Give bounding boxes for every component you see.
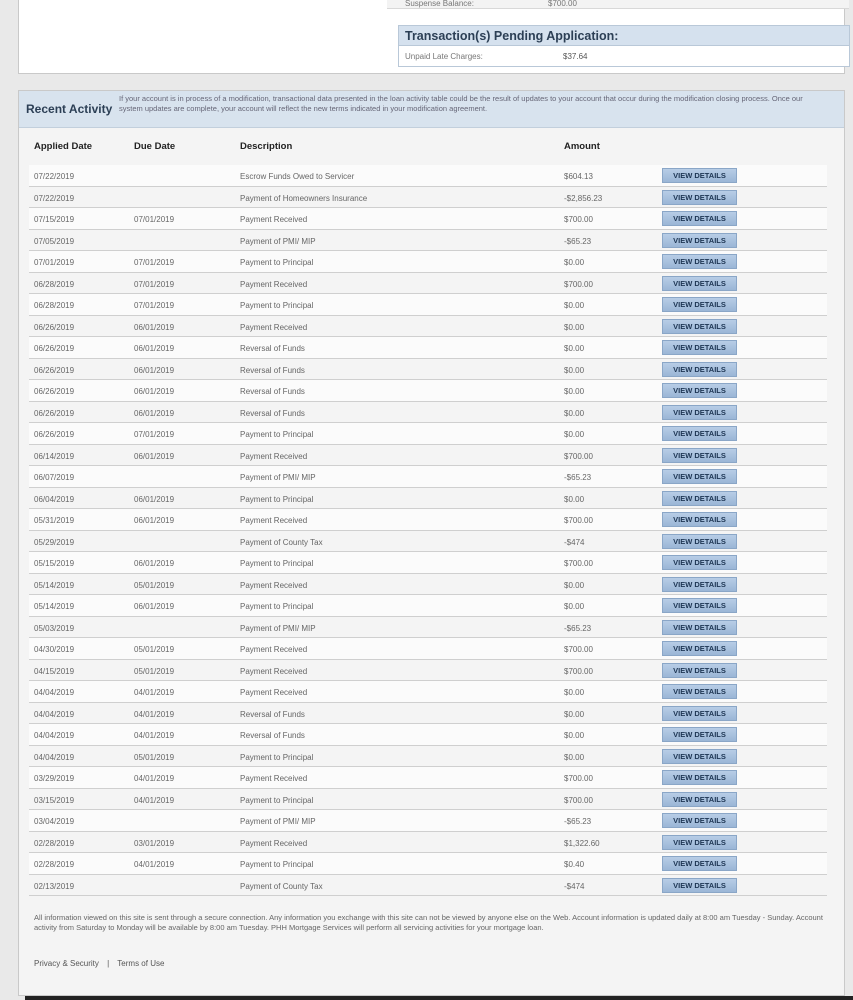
description-cell: Reversal of Funds — [240, 365, 305, 375]
due-date-cell: 06/01/2019 — [134, 365, 175, 375]
description-cell: Payment to Principal — [240, 559, 314, 568]
table-row — [29, 531, 827, 553]
view-details-button[interactable]: VIEW DETAILS — [662, 792, 737, 807]
applied-date-cell: 07/22/2019 — [34, 172, 75, 181]
table-row — [29, 810, 827, 832]
table-row — [29, 423, 827, 445]
view-details-button[interactable]: VIEW DETAILS — [662, 469, 737, 484]
table-row — [29, 724, 827, 746]
table-row — [29, 230, 827, 252]
view-details-button[interactable]: VIEW DETAILS — [662, 190, 737, 205]
applied-date-cell: 04/04/2019 — [34, 709, 75, 719]
description-cell: Reversal of Funds — [240, 709, 305, 719]
amount-cell: $700.00 — [564, 451, 593, 461]
due-date-cell: 07/01/2019 — [134, 279, 175, 289]
footer-links — [34, 959, 164, 968]
pending-transactions-title: Transaction(s) Pending Application: — [399, 26, 849, 46]
suspense-balance-value: $700.00 — [548, 0, 577, 8]
due-date-cell: 07/01/2019 — [134, 430, 175, 439]
description-cell: Payment Received — [240, 838, 308, 848]
amount-cell: $604.13 — [564, 172, 593, 181]
view-details-button[interactable]: VIEW DETAILS — [662, 491, 737, 506]
view-details-button[interactable]: VIEW DETAILS — [662, 233, 737, 248]
view-details-button[interactable]: VIEW DETAILS — [662, 405, 737, 420]
activity-table — [29, 165, 827, 896]
view-details-button[interactable]: VIEW DETAILS — [662, 598, 737, 613]
view-details-button[interactable]: VIEW DETAILS — [662, 813, 737, 828]
view-details-button[interactable]: VIEW DETAILS — [662, 319, 737, 334]
description-cell: Payment to Principal — [240, 752, 314, 762]
applied-date-cell: 02/13/2019 — [34, 881, 75, 891]
applied-date-cell: 05/14/2019 — [34, 602, 75, 611]
amount-cell: $700.00 — [564, 516, 593, 525]
table-row — [29, 208, 827, 230]
applied-date-cell: 06/28/2019 — [34, 279, 75, 289]
amount-cell: $700.00 — [564, 774, 593, 783]
amount-cell: $0.00 — [564, 688, 585, 697]
amount-cell: $0.00 — [564, 365, 585, 375]
description-cell: Payment to Principal — [240, 494, 314, 504]
applied-date-cell: 04/15/2019 — [34, 666, 75, 676]
recent-activity-title: Recent Activity — [26, 102, 113, 116]
view-details-button[interactable]: VIEW DETAILS — [662, 254, 737, 269]
view-details-button[interactable]: VIEW DETAILS — [662, 684, 737, 699]
description-cell: Payment of PMI/ MIP — [240, 623, 316, 633]
due-date-cell: 05/01/2019 — [134, 645, 175, 654]
view-details-button[interactable]: VIEW DETAILS — [662, 577, 737, 592]
amount-cell: $0.40 — [564, 860, 585, 869]
due-date-cell: 07/01/2019 — [134, 258, 175, 267]
table-row — [29, 746, 827, 768]
due-date-cell: 06/01/2019 — [134, 494, 175, 504]
applied-date-cell: 06/26/2019 — [34, 344, 75, 353]
description-cell: Escrow Funds Owed to Servicer — [240, 172, 355, 181]
due-date-cell: 06/01/2019 — [134, 387, 175, 396]
applied-date-cell: 06/26/2019 — [34, 408, 75, 418]
column-header-applied-date: Applied Date — [34, 141, 93, 152]
amount-cell: $700.00 — [564, 795, 593, 805]
description-cell: Payment of PMI/ MIP — [240, 817, 316, 826]
applied-date-cell: 07/15/2019 — [34, 215, 75, 224]
view-details-button[interactable]: VIEW DETAILS — [662, 663, 737, 678]
due-date-cell: 05/01/2019 — [134, 752, 175, 762]
table-row — [29, 187, 827, 209]
amount-cell: -$474 — [564, 537, 585, 547]
table-row — [29, 574, 827, 596]
table-row — [29, 832, 827, 854]
view-details-button[interactable]: VIEW DETAILS — [662, 856, 737, 871]
description-cell: Payment to Principal — [240, 602, 314, 611]
applied-date-cell: 05/03/2019 — [34, 623, 75, 633]
amount-cell: -$65.23 — [564, 817, 592, 826]
applied-date-cell: 06/26/2019 — [34, 387, 75, 396]
description-cell: Payment Received — [240, 688, 308, 697]
recent-activity-card — [18, 90, 845, 996]
view-details-button[interactable]: VIEW DETAILS — [662, 555, 737, 570]
applied-date-cell: 03/29/2019 — [34, 774, 75, 783]
table-row — [29, 595, 827, 617]
applied-date-cell: 02/28/2019 — [34, 838, 75, 848]
applied-date-cell: 06/28/2019 — [34, 301, 75, 310]
window-bottom-edge — [25, 996, 853, 1000]
view-details-button[interactable]: VIEW DETAILS — [662, 383, 737, 398]
pending-transactions-box — [398, 25, 850, 67]
due-date-cell: 04/01/2019 — [134, 860, 175, 869]
view-details-button[interactable]: VIEW DETAILS — [662, 878, 737, 893]
table-row — [29, 273, 827, 295]
description-cell: Reversal of Funds — [240, 344, 305, 353]
applied-date-cell: 07/05/2019 — [34, 236, 75, 246]
view-details-button[interactable]: VIEW DETAILS — [662, 620, 737, 635]
table-row — [29, 402, 827, 424]
amount-cell: $700.00 — [564, 279, 593, 289]
description-cell: Payment of County Tax — [240, 881, 323, 891]
unpaid-late-charges-row — [399, 46, 849, 66]
amount-cell: $1,322.60 — [564, 838, 600, 848]
applied-date-cell: 07/22/2019 — [34, 193, 75, 203]
privacy-security-link[interactable]: Privacy & Security — [34, 959, 99, 968]
amount-cell: -$65.23 — [564, 623, 592, 633]
modification-notice: If your account is in process of a modification, transactional data presented in the loan activity table could be the result of updates to your account that occur during the modification closing process. Once our system updates are complete, your account will reflect the new terms indicated in your modification agreement. — [119, 94, 803, 113]
amount-cell: -$2,856.23 — [564, 193, 603, 203]
table-row — [29, 767, 827, 789]
due-date-cell: 04/01/2019 — [134, 795, 175, 805]
applied-date-cell: 05/31/2019 — [34, 516, 75, 525]
amount-cell: $0.00 — [564, 322, 585, 332]
applied-date-cell: 06/26/2019 — [34, 365, 75, 375]
table-row — [29, 617, 827, 639]
description-cell: Reversal of Funds — [240, 731, 305, 740]
table-row — [29, 875, 827, 897]
recent-activity-header — [19, 91, 844, 128]
unpaid-late-charges-value: $37.64 — [563, 52, 588, 61]
applied-date-cell: 04/04/2019 — [34, 688, 75, 697]
due-date-cell: 07/01/2019 — [134, 301, 175, 310]
table-row — [29, 359, 827, 381]
view-details-button[interactable]: VIEW DETAILS — [662, 706, 737, 721]
amount-cell: -$65.23 — [564, 473, 592, 482]
applied-date-cell: 04/04/2019 — [34, 752, 75, 762]
amount-cell: $0.00 — [564, 408, 585, 418]
view-details-button[interactable]: VIEW DETAILS — [662, 297, 737, 312]
table-row — [29, 294, 827, 316]
applied-date-cell: 03/04/2019 — [34, 817, 75, 826]
view-details-button[interactable]: VIEW DETAILS — [662, 749, 737, 764]
applied-date-cell: 06/26/2019 — [34, 430, 75, 439]
due-date-cell: 06/01/2019 — [134, 559, 175, 568]
description-cell: Payment Received — [240, 215, 308, 224]
security-disclaimer: All information viewed on this site is sent through a secure connection. Any information you exchange with this site can not be viewed by anyone else on the Web. Account information is updated daily at 8:00 am Tuesday - Sunday. Account activity from Saturday to Monday will be available by 8:00 am Tuesday. PHH Mortgage Services will perform all servicing activities for your mortgage loan. — [34, 913, 823, 932]
view-details-button[interactable]: VIEW DETAILS — [662, 362, 737, 377]
applied-date-cell: 06/04/2019 — [34, 494, 75, 504]
applied-date-cell: 05/15/2019 — [34, 559, 75, 568]
view-details-button[interactable]: VIEW DETAILS — [662, 211, 737, 226]
view-details-button[interactable]: VIEW DETAILS — [662, 727, 737, 742]
applied-date-cell: 04/04/2019 — [34, 731, 75, 740]
account-summary-card — [18, 0, 845, 74]
due-date-cell: 04/01/2019 — [134, 731, 175, 740]
table-row — [29, 509, 827, 531]
view-details-button[interactable]: VIEW DETAILS — [662, 534, 737, 549]
amount-cell: $0.00 — [564, 344, 585, 353]
view-details-button[interactable]: VIEW DETAILS — [662, 168, 737, 183]
applied-date-cell: 04/30/2019 — [34, 645, 75, 654]
amount-cell: $700.00 — [564, 645, 593, 654]
description-cell: Payment of Homeowners Insurance — [240, 193, 368, 203]
view-details-button[interactable]: VIEW DETAILS — [662, 448, 737, 463]
amount-cell: $0.00 — [564, 709, 585, 719]
description-cell: Payment to Principal — [240, 795, 314, 805]
applied-date-cell: 06/14/2019 — [34, 451, 75, 461]
due-date-cell: 06/01/2019 — [134, 451, 175, 461]
column-header-description: Description — [240, 141, 293, 152]
description-cell: Payment Received — [240, 279, 308, 289]
table-row — [29, 853, 827, 875]
due-date-cell: 06/01/2019 — [134, 602, 175, 611]
due-date-cell: 04/01/2019 — [134, 688, 175, 697]
description-cell: Payment to Principal — [240, 301, 314, 310]
amount-cell: -$474 — [564, 881, 585, 891]
due-date-cell: 06/01/2019 — [134, 344, 175, 353]
table-row — [29, 445, 827, 467]
due-date-cell: 05/01/2019 — [134, 666, 175, 676]
view-details-button[interactable]: VIEW DETAILS — [662, 835, 737, 850]
description-cell: Payment of PMI/ MIP — [240, 473, 316, 482]
description-cell: Payment Received — [240, 322, 308, 332]
description-cell: Payment to Principal — [240, 258, 314, 267]
amount-cell: $0.00 — [564, 580, 585, 590]
due-date-cell: 04/01/2019 — [134, 709, 175, 719]
applied-date-cell: 02/28/2019 — [34, 860, 75, 869]
view-details-button[interactable]: VIEW DETAILS — [662, 426, 737, 441]
due-date-cell: 03/01/2019 — [134, 838, 175, 848]
due-date-cell: 07/01/2019 — [134, 215, 175, 224]
amount-cell: $0.00 — [564, 731, 585, 740]
table-row — [29, 165, 827, 187]
table-row — [29, 380, 827, 402]
applied-date-cell: 03/15/2019 — [34, 795, 75, 805]
due-date-cell: 05/01/2019 — [134, 580, 175, 590]
table-row — [29, 552, 827, 574]
description-cell: Reversal of Funds — [240, 387, 305, 396]
table-row — [29, 251, 827, 273]
column-header-amount: Amount — [564, 141, 600, 152]
description-cell: Payment Received — [240, 580, 308, 590]
suspense-balance-row — [387, 0, 849, 9]
view-details-button[interactable]: VIEW DETAILS — [662, 770, 737, 785]
footer-separator: | — [107, 959, 110, 968]
view-details-button[interactable]: VIEW DETAILS — [662, 512, 737, 527]
amount-cell: $0.00 — [564, 602, 585, 611]
due-date-cell: 06/01/2019 — [134, 516, 175, 525]
column-header-due-date: Due Date — [134, 141, 176, 152]
description-cell: Payment of PMI/ MIP — [240, 236, 316, 246]
due-date-cell: 04/01/2019 — [134, 774, 175, 783]
amount-cell: $0.00 — [564, 752, 585, 762]
description-cell: Payment of County Tax — [240, 537, 323, 547]
description-cell: Payment Received — [240, 451, 308, 461]
description-cell: Payment Received — [240, 774, 308, 783]
table-row — [29, 703, 827, 725]
description-cell: Reversal of Funds — [240, 408, 305, 418]
description-cell: Payment to Principal — [240, 430, 314, 439]
amount-cell: $700.00 — [564, 215, 593, 224]
applied-date-cell: 06/26/2019 — [34, 322, 75, 332]
table-row — [29, 789, 827, 811]
table-row — [29, 337, 827, 359]
table-row — [29, 488, 827, 510]
table-row — [29, 466, 827, 488]
table-row — [29, 660, 827, 682]
description-cell: Payment Received — [240, 666, 308, 676]
view-details-button[interactable]: VIEW DETAILS — [662, 276, 737, 291]
amount-cell: $0.00 — [564, 387, 585, 396]
amount-cell: $700.00 — [564, 666, 593, 676]
applied-date-cell: 07/01/2019 — [34, 258, 75, 267]
amount-cell: $0.00 — [564, 430, 585, 439]
amount-cell: $700.00 — [564, 559, 593, 568]
due-date-cell: 06/01/2019 — [134, 408, 175, 418]
unpaid-late-charges-label: Unpaid Late Charges: — [405, 52, 483, 61]
amount-cell: $0.00 — [564, 258, 585, 267]
applied-date-cell: 05/14/2019 — [34, 580, 75, 590]
view-details-button[interactable]: VIEW DETAILS — [662, 641, 737, 656]
due-date-cell: 06/01/2019 — [134, 322, 175, 332]
terms-of-use-link[interactable]: Terms of Use — [117, 959, 165, 968]
description-cell: Payment Received — [240, 516, 308, 525]
table-row — [29, 681, 827, 703]
applied-date-cell: 05/29/2019 — [34, 537, 75, 547]
amount-cell: -$65.23 — [564, 236, 592, 246]
description-cell: Payment to Principal — [240, 860, 314, 869]
description-cell: Payment Received — [240, 645, 308, 654]
amount-cell: $0.00 — [564, 494, 585, 504]
table-row — [29, 638, 827, 660]
view-details-button[interactable]: VIEW DETAILS — [662, 340, 737, 355]
table-row — [29, 316, 827, 338]
amount-cell: $0.00 — [564, 301, 585, 310]
applied-date-cell: 06/07/2019 — [34, 473, 75, 482]
suspense-balance-label: Suspense Balance: — [405, 0, 474, 8]
